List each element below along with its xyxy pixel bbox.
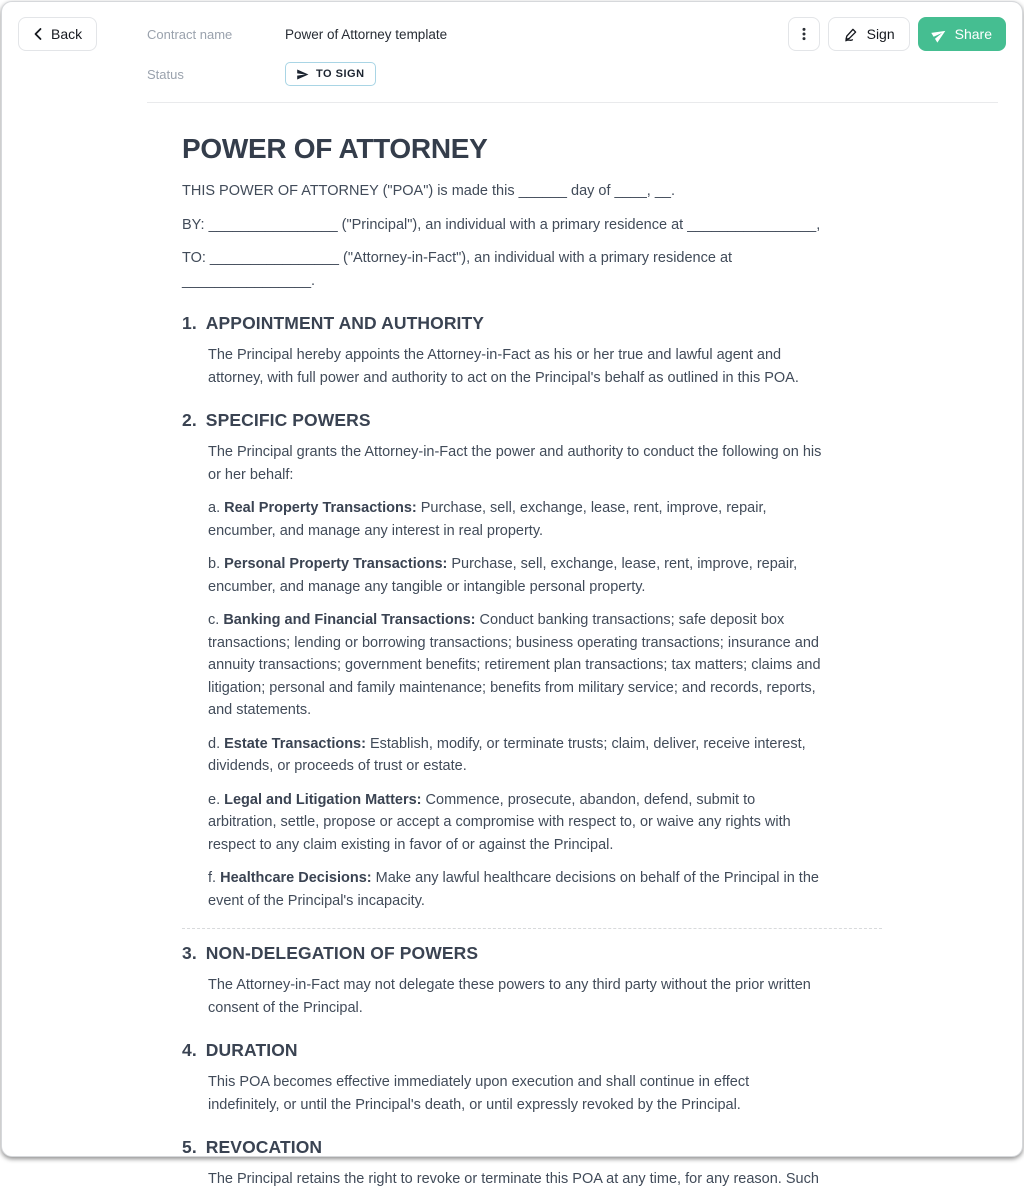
section-paragraph: The Principal retains the right to revoke or terminate this POA at any time, for any reason. Such xyxy=(208,1171,819,1187)
intro-paragraph: THIS POWER OF ATTORNEY ("POA") is made this ______ day of ____, __. xyxy=(182,183,676,199)
status-label: Status xyxy=(147,67,184,82)
section-number: 1. xyxy=(182,313,197,333)
document-section xyxy=(182,1040,892,1116)
document-sections xyxy=(182,313,892,1191)
sign-button[interactable] xyxy=(828,17,910,51)
section-heading: APPOINTMENT AND AUTHORITY xyxy=(205,313,485,333)
section-paragraph: The Attorney-in-Fact may not delegate these powers to any third party without the prior written consent of the Principal. xyxy=(208,977,811,1016)
section-heading: REVOCATION xyxy=(205,1137,323,1157)
kebab-menu-icon xyxy=(796,26,812,42)
status-badge-label: TO SIGN xyxy=(316,68,365,80)
power-item-lead: Legal and Litigation Matters: xyxy=(224,791,422,808)
power-item: c. Banking and Financial Transactions: Conduct banking transactions; safe deposit box transactions; lending or borrowing transactions; business operating transactions; insurance and annuity transactions; government benefits; retirement plan transactions; tax matters; claims and litigation; personal and family maintenance; benefits from military service; and records, reports, and statements. xyxy=(208,612,821,718)
section-heading: DURATION xyxy=(205,1040,298,1060)
section-heading-row xyxy=(182,943,892,964)
document-section xyxy=(182,313,892,389)
back-label: Back xyxy=(51,26,83,42)
section-paragraph: This POA becomes effective immediately upon execution and shall continue in effect indefinitely, or until the Principal's death, or until expressly revoked by the Principal. xyxy=(208,1074,750,1113)
document-intro xyxy=(182,180,892,292)
status-badge[interactable] xyxy=(285,62,376,86)
section-content xyxy=(208,1071,822,1116)
share-label: Share xyxy=(954,26,992,42)
section-heading: NON-DELEGATION OF POWERS xyxy=(205,943,479,963)
section-paragraph: The Principal hereby appoints the Attorney-in-Fact as his or her true and lawful agent and attorney, with full power and authority to act on the Principal's behalf as outlined in this POA. xyxy=(208,347,799,386)
paper-plane-icon xyxy=(296,68,309,81)
section-content xyxy=(208,1168,822,1191)
document-section xyxy=(182,943,892,1019)
section-heading-row xyxy=(182,313,892,334)
header-actions xyxy=(788,17,1006,51)
section-heading: SPECIFIC POWERS xyxy=(205,410,371,430)
section-content xyxy=(208,344,822,389)
power-item: f. Healthcare Decisions: Make any lawful healthcare decisions on behalf of the Principal in the event of the Principal's incapacity. xyxy=(208,870,819,909)
section-heading-row xyxy=(182,1040,892,1061)
contract-name-label: Contract name xyxy=(147,27,233,42)
power-item: a. Real Property Transactions: Purchase, sell, exchange, lease, rent, improve, repair, encumber, and manage any interest in real property. xyxy=(208,500,767,539)
power-item-lead: Real Property Transactions: xyxy=(224,500,417,516)
document-title: POWER OF ATTORNEY xyxy=(182,133,488,164)
sign-label: Sign xyxy=(866,26,895,42)
header-divider xyxy=(147,102,998,103)
power-item: b. Personal Property Transactions: Purchase, sell, exchange, lease, rent, improve, repair, encumber, and manage any tangible or intangible personal property. xyxy=(208,556,798,595)
section-number: 4. xyxy=(182,1040,197,1060)
section-heading-row xyxy=(182,410,892,431)
section-heading-row xyxy=(182,1137,892,1158)
paper-plane-icon xyxy=(929,24,950,45)
chevron-left-icon xyxy=(33,27,43,41)
section-content xyxy=(208,974,822,1019)
contract-window xyxy=(1,1,1023,1187)
back-button[interactable] xyxy=(18,17,97,51)
intro-paragraph: BY: ________________ ("Principal"), an individual with a primary residence at ________________, xyxy=(182,216,821,233)
power-item-lead: Banking and Financial Transactions: xyxy=(223,612,476,628)
power-item: d. Estate Transactions: Establish, modify, or terminate trusts; claim, deliver, receive interest, dividends, or proceeds of trust or estate. xyxy=(208,735,806,774)
section-number: 3. xyxy=(182,943,197,963)
power-item: e. Legal and Litigation Matters: Commence, prosecute, abandon, defend, submit to arbitration, settle, propose or accept a compromise with respect to, or waive any rights with respect to any claim existing in favor of or against the Principal. xyxy=(208,791,791,853)
document-body xyxy=(182,103,892,1191)
share-button[interactable] xyxy=(918,17,1006,51)
section-number: 5. xyxy=(182,1137,197,1157)
contract-header xyxy=(2,2,1022,103)
contract-name-value: Power of Attorney template xyxy=(285,27,448,42)
power-item-lead: Personal Property Transactions: xyxy=(224,556,448,572)
page-break-divider xyxy=(182,928,882,929)
power-item-lead: Healthcare Decisions: xyxy=(220,870,372,886)
pen-signature-icon xyxy=(843,26,859,42)
section-number: 2. xyxy=(182,410,197,430)
section-paragraph: The Principal grants the Attorney-in-Fact the power and authority to conduct the following on his or her behalf: xyxy=(208,444,822,483)
power-item-lead: Estate Transactions: xyxy=(224,735,366,752)
document-section xyxy=(182,1137,892,1191)
section-content xyxy=(208,441,822,912)
intro-paragraph: TO: ________________ ("Attorney-in-Fact"), an individual with a primary residence at ________________. xyxy=(182,250,733,289)
more-options-button[interactable] xyxy=(788,17,820,51)
document-section xyxy=(182,410,892,912)
